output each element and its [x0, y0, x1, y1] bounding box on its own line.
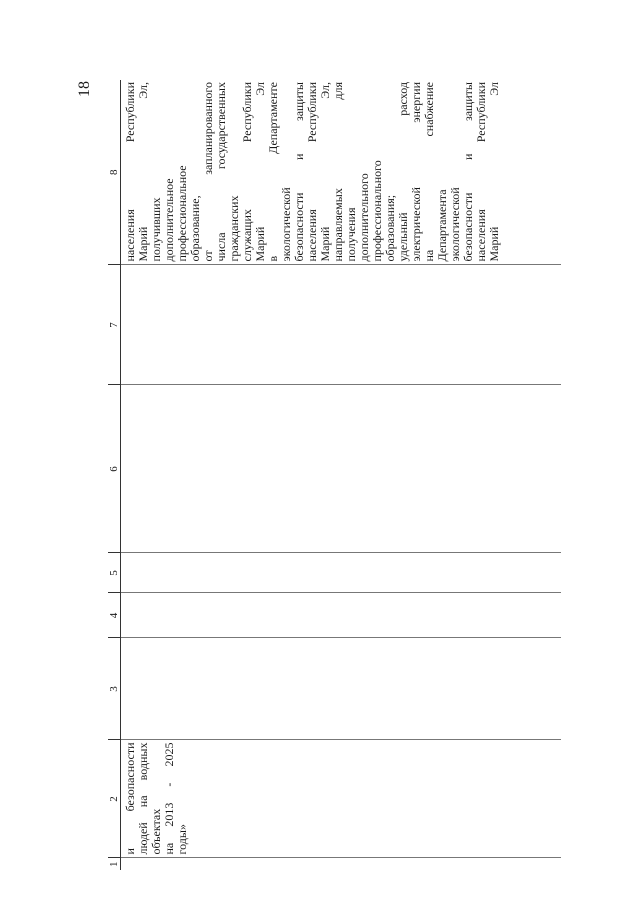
column-number-3: 3: [108, 638, 121, 740]
text-line: получения: [344, 207, 358, 262]
text-line: населения Республики: [123, 82, 137, 262]
text-line: Департамента: [435, 189, 449, 262]
cell-col-5: [121, 553, 562, 593]
text-line: профессионального: [370, 160, 384, 262]
cell-col-7: [121, 265, 562, 385]
text-line: направляемых для: [331, 82, 345, 262]
column-number-2: 2: [108, 740, 121, 858]
column-number-row: [108, 80, 121, 870]
column-number-1: 1: [108, 858, 121, 870]
column-number-6: 6: [108, 385, 121, 553]
page-number: 18: [76, 81, 93, 97]
text-line: в Департаменте: [266, 82, 280, 262]
cell-col-4: [121, 593, 562, 638]
cell-col-2: [121, 740, 562, 858]
text-line: дополнительное: [162, 178, 176, 262]
text-line: служащих Республики: [240, 82, 254, 262]
text-line: и безопасности: [123, 742, 137, 855]
program-name-text: [121, 741, 189, 858]
text-line: годы»: [175, 824, 189, 855]
cell-col-6: [121, 385, 562, 553]
text-line: электрической энергии: [409, 82, 423, 262]
text-line: числа государственных: [214, 82, 228, 262]
column-number-4: 4: [108, 593, 121, 638]
text-line: Марий Эл: [487, 82, 501, 262]
text-line: безопасности и защиты: [461, 82, 475, 262]
text-line: получивших: [149, 197, 163, 262]
cell-col-8: [121, 80, 562, 265]
text-line: дополнительного: [357, 173, 371, 262]
data-table: [108, 80, 561, 870]
column-number-7: 7: [108, 265, 121, 385]
text-line: профессиональное: [175, 165, 189, 262]
text-line: объектах: [149, 808, 163, 855]
text-line: гражданских: [227, 195, 241, 262]
text-line: людей на водных: [136, 742, 150, 855]
text-line: Марий Эл,: [136, 82, 150, 262]
rotated-table-container: [108, 80, 568, 870]
text-line: населения Республики: [305, 82, 319, 262]
text-line: от запланированного: [201, 82, 215, 262]
text-line: образование,: [188, 195, 202, 262]
text-line: безопасности и защиты: [292, 82, 306, 262]
text-line: удельный расход: [396, 82, 410, 262]
cell-col-3: [121, 638, 562, 740]
table-row: [121, 80, 562, 870]
text-line: экологической: [448, 187, 462, 262]
indicators-text: [121, 80, 501, 265]
column-number-5: 5: [108, 553, 121, 593]
column-number-8: 8: [108, 80, 121, 265]
text-line: экологической: [279, 187, 293, 262]
text-line: Марий Эл: [253, 82, 267, 262]
cell-col-1: [121, 858, 562, 870]
text-line: на 2013 - 2025: [162, 742, 176, 855]
text-line: населения Республики: [474, 82, 488, 262]
text-line: Марий Эл,: [318, 82, 332, 262]
text-line: на снабжение: [422, 82, 436, 262]
text-line: образования;: [383, 194, 397, 262]
